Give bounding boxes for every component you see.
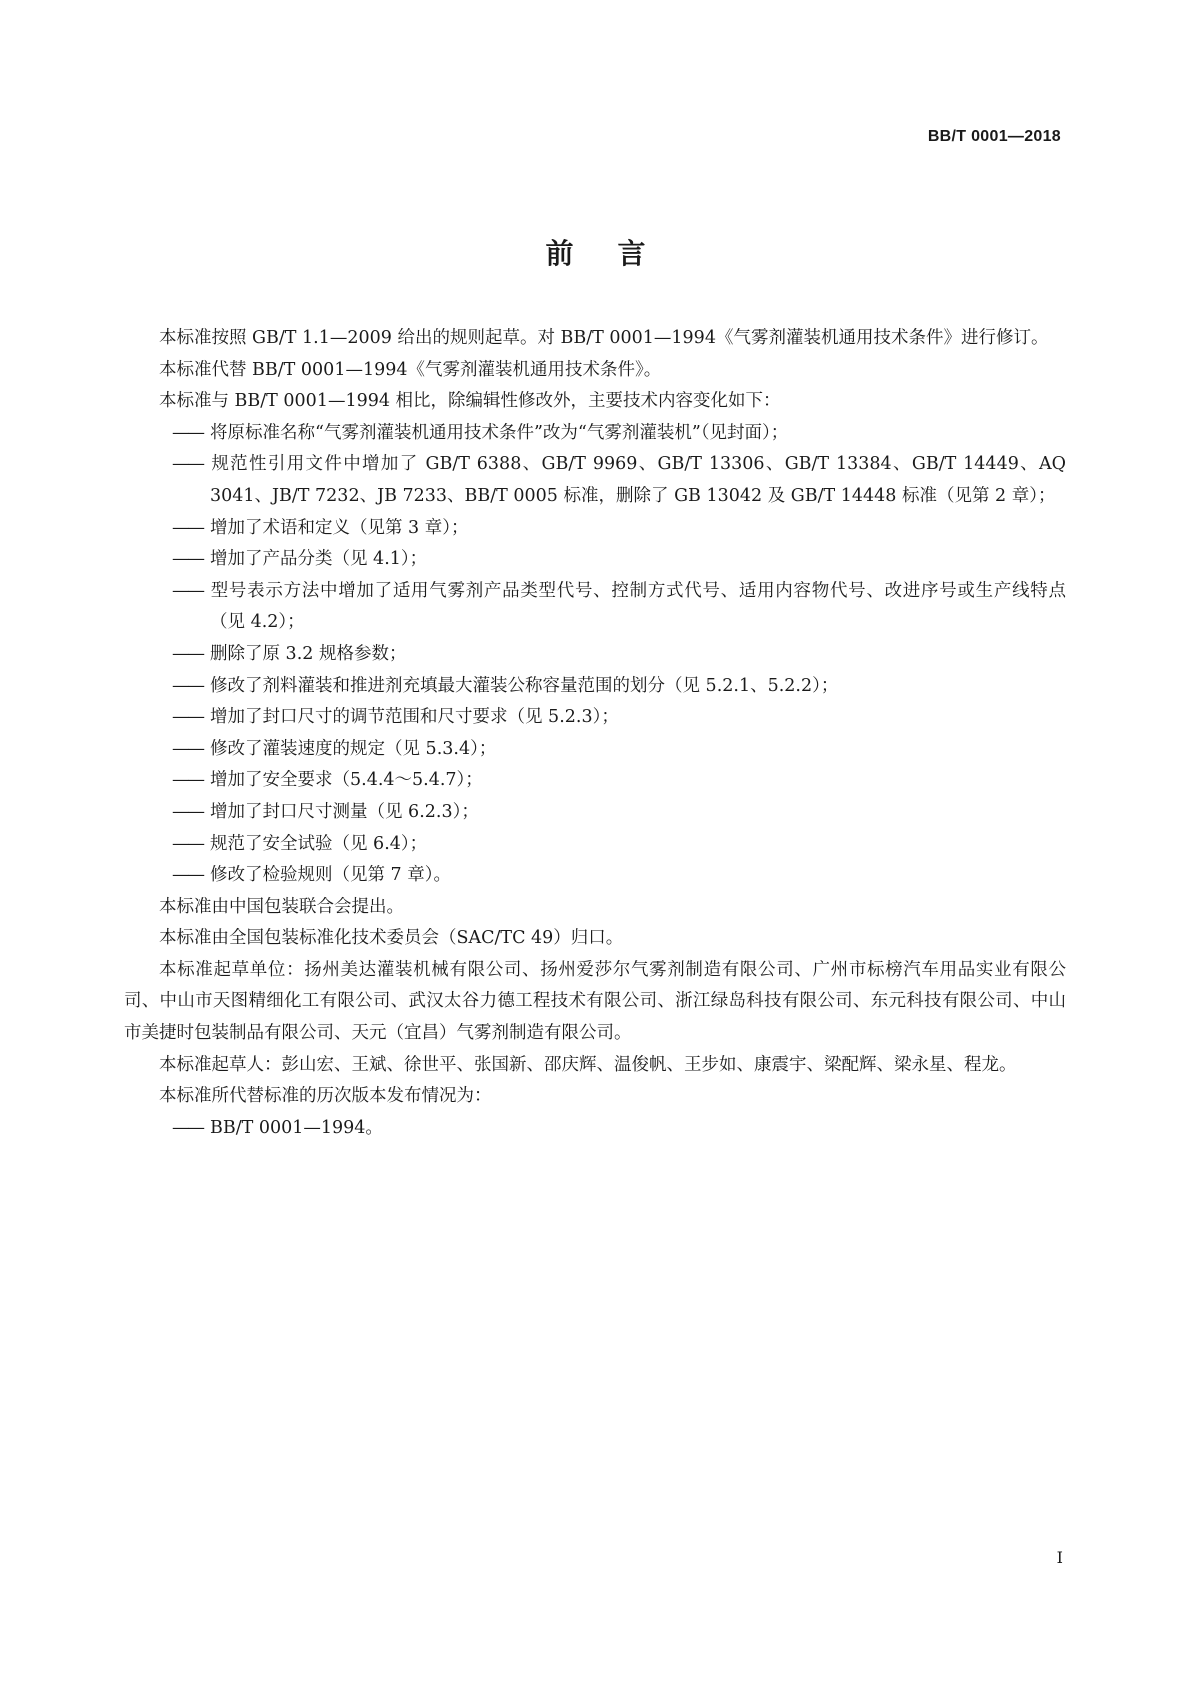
history-item-text: BB/T 0001—1994。: [210, 1117, 383, 1138]
paragraph-committee: 本标准由全国包装标准化技术委员会（SAC/TC 49）归口。: [159, 928, 624, 949]
dash-marker: ——: [172, 549, 203, 570]
change-item: [124, 829, 1066, 861]
change-item-text: 增加了封口尺寸的调节范围和尺寸要求（见 5.2.3）；: [210, 707, 619, 728]
change-item-text: 修改了剂料灌装和推进剂充填最大灌装公称容量范围的划分（见 5.2.1、5.2.2）；: [210, 675, 839, 696]
change-item-text: 增加了封口尺寸测量（见 6.2.3）；: [210, 801, 479, 822]
history-item: [124, 1113, 1066, 1145]
change-item-text: 规范性引用文件中增加了 GB/T 6388、GB/T 9969、GB/T 13306、GB/T 13384、GB/T 14449、AQ 3041、JB/T 7232、JB 7233、BB/T 0005 标准，删除了 GB 13042 及 GB/T 14448 标准（见第 2 章）；: [210, 454, 1066, 506]
paragraph-drafters: 本标准起草人：彭山宏、王斌、徐世平、张国新、邵庆辉、温俊帆、王步如、康震宇、梁配辉、梁永星、程龙。: [159, 1054, 1017, 1075]
dash-marker: ——: [172, 422, 203, 443]
dash-marker: ——: [172, 454, 203, 475]
paragraph-history-intro: 本标准所代替标准的历次版本发布情况为：: [159, 1086, 492, 1107]
change-item: [124, 860, 1066, 892]
dash-marker: ——: [172, 643, 203, 664]
dash-marker: ——: [172, 865, 203, 886]
dash-marker: ——: [172, 770, 203, 791]
dash-marker: ——: [172, 833, 203, 854]
change-item: [124, 576, 1066, 639]
change-item-text: 删除了原 3.2 规格参数；: [210, 643, 407, 664]
page-number: I: [1056, 1548, 1063, 1567]
change-item: [124, 671, 1066, 703]
dash-marker: ——: [172, 517, 203, 538]
dash-marker: ——: [172, 675, 203, 696]
paragraph-drafting-rules: 本标准按照 GB/T 1.1—2009 给出的规则起草。对 BB/T 0001—1994《气雾剂灌装机通用技术条件》进行修订。: [159, 328, 1049, 348]
change-item: [124, 418, 1066, 450]
paragraph-proposer: 本标准由中国包装联合会提出。: [159, 896, 404, 917]
paragraph-drafting-units: 本标准起草单位：扬州美达灌装机械有限公司、扬州爱莎尔气雾剂制造有限公司、广州市标榜汽车用品实业有限公司、中山市天图精细化工有限公司、武汉太谷力德工程技术有限公司、浙江绿岛科技有限公司、东元科技有限公司、中山市美捷时包装制品有限公司、天元（宜昌）气雾剂制造有限公司。: [124, 959, 1066, 1044]
change-item-text: 增加了安全要求（5.4.4～5.4.7）；: [210, 770, 483, 791]
document-body: [124, 323, 1066, 1144]
page-title: 前言: [545, 237, 690, 270]
change-item: [124, 734, 1066, 766]
change-item: [124, 797, 1066, 829]
change-item-text: 修改了灌装速度的规定（见 5.3.4）；: [210, 738, 497, 759]
dash-marker: ——: [172, 707, 203, 728]
paragraph-replaces: 本标准代替 BB/T 0001—1994《气雾剂灌装机通用技术条件》。: [159, 359, 662, 380]
change-item: [124, 702, 1066, 734]
change-item: [124, 449, 1066, 512]
change-item: [124, 639, 1066, 671]
dash-marker: ——: [172, 738, 203, 759]
change-item-text: 修改了检验规则（见第 7 章）。: [210, 865, 452, 886]
paragraph-changes-intro: 本标准与 BB/T 0001—1994 相比，除编辑性修改外，主要技术内容变化如下：: [159, 391, 781, 412]
dash-marker: ——: [172, 580, 203, 601]
change-item-text: 规范了安全试验（见 6.4）；: [210, 833, 428, 854]
change-item: [124, 513, 1066, 545]
change-item-text: 将原标准名称“气雾剂灌装机通用技术条件”改为“气雾剂灌装机”（见封面）；: [210, 422, 789, 443]
change-item-text: 型号表示方法中增加了适用气雾剂产品类型代号、控制方式代号、适用内容物代号、改进序号或生产线特点（见 4.2）；: [210, 580, 1066, 633]
change-item-text: 增加了产品分类（见 4.1）；: [210, 549, 428, 570]
dash-marker: ——: [172, 1117, 203, 1138]
dash-marker: ——: [172, 801, 203, 822]
change-item: [124, 544, 1066, 576]
standard-code: BB/T 0001—2018: [927, 128, 1061, 145]
change-item: [124, 765, 1066, 797]
change-item-text: 增加了术语和定义（见第 3 章）；: [210, 517, 469, 538]
